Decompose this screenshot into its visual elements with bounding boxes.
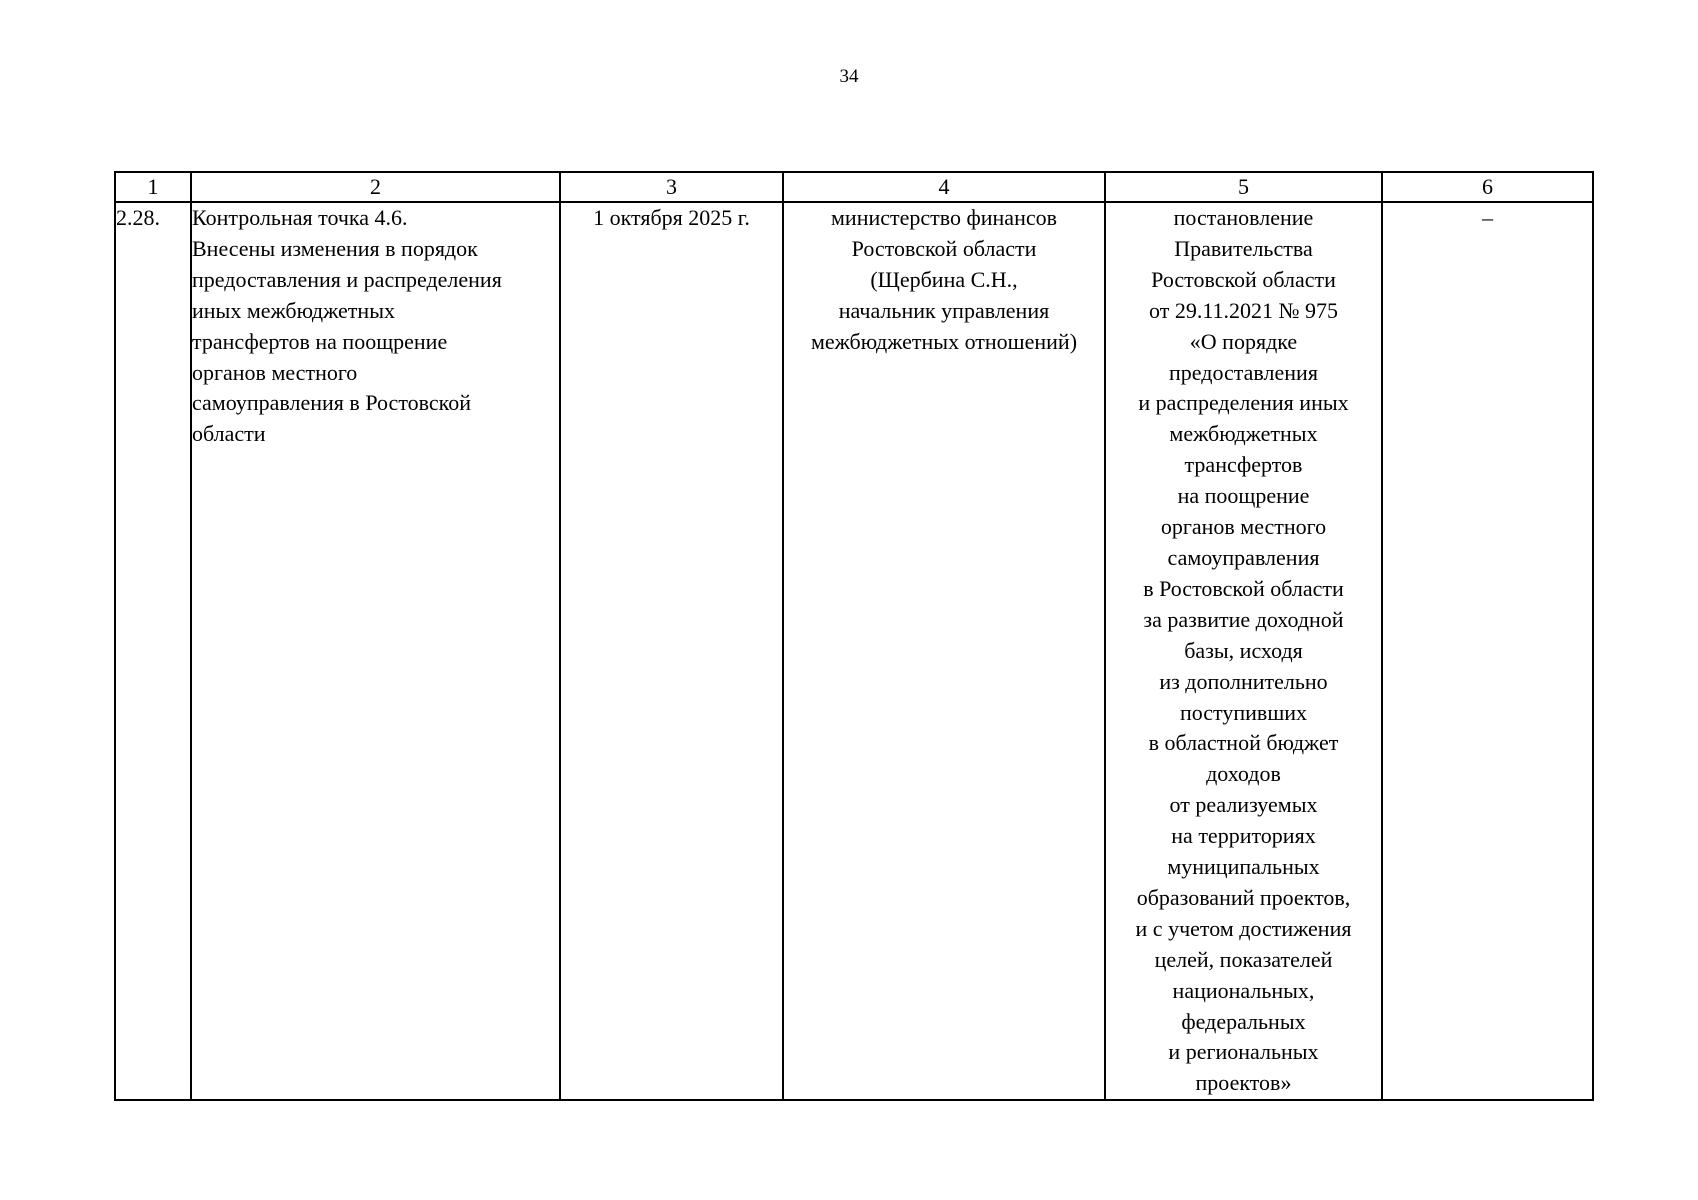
document-line: от 29.11.2021 № 975 [1149,297,1338,323]
column-header-2: 2 [191,172,560,202]
description-line: иных межбюджетных [192,297,395,323]
description-line: самоуправления в Ростовской [192,390,472,416]
document-line: органов местного [1160,514,1327,540]
document-line: Ростовской области [1151,266,1336,292]
control-points-table [114,171,1594,1101]
document-line: за развитие доходной [1143,606,1344,632]
description-line: предоставления и распределения [192,266,502,292]
document-cell [1105,202,1382,1100]
responsible-line: министерство финансов [831,205,1057,230]
table-row [115,202,1593,1100]
document-line: межбюджетных [1169,421,1318,447]
responsible-cell [783,202,1105,1100]
document-line: федеральных [1181,1008,1306,1034]
responsible-line: межбюджетных отношений) [810,328,1078,354]
document-line: базы, исходя [1184,637,1303,663]
note-dash: – [1482,205,1493,230]
document-line: проектов» [1195,1070,1292,1096]
column-header-5: 5 [1105,172,1382,202]
document-line: на территориях [1171,823,1316,849]
responsible-line: (Щербина С.Н., [870,266,1018,292]
document-line: от реализуемых [1169,792,1318,818]
document-line: из дополнительно [1159,668,1328,694]
document-line: национальных, [1172,977,1315,1003]
date-cell [560,202,783,1100]
document-line: поступивших [1179,699,1308,725]
due-date: 1 октября 2025 г. [593,205,750,230]
document-line: целей, показателей [1154,946,1333,972]
document-line: Правительства [1174,235,1313,261]
document-line: муниципальных [1167,854,1320,880]
description-line: Контрольная точка 4.6. [192,205,408,230]
description-cell [191,202,560,1100]
document-line: в Ростовской области [1143,575,1344,601]
responsible-line: начальник управления [838,297,1050,323]
column-header-3: 3 [560,172,783,202]
column-header-1: 1 [115,172,191,202]
document-line: самоуправления [1167,544,1320,570]
document-line: и распределения иных [1138,390,1349,416]
document-line: образований проектов, [1136,884,1351,910]
document-line: доходов [1206,761,1281,787]
page-number: 34 [839,66,859,87]
note-cell [1382,202,1593,1100]
responsible-line: Ростовской области [851,235,1037,261]
document-line: трансфертов [1184,452,1303,478]
table-header-row [115,172,1593,202]
document-line: в областной бюджет [1148,730,1339,756]
row-number-cell [115,202,191,1100]
document-line: и с учетом достижения [1135,915,1352,941]
document-line: предоставления [1169,359,1318,385]
document-line: «О порядке [1189,328,1298,354]
description-line: области [192,421,266,447]
description-line: органов местного [192,359,358,385]
column-header-6: 6 [1382,172,1593,202]
document-line: и региональных [1168,1039,1319,1065]
document-line: на поощрение [1177,483,1310,509]
column-header-4: 4 [783,172,1105,202]
row-number: 2.28. [116,205,160,230]
description-line: Внесены изменения в порядок [192,235,478,261]
description-line: трансфертов на поощрение [192,328,448,354]
document-line: постановление [1173,205,1314,230]
